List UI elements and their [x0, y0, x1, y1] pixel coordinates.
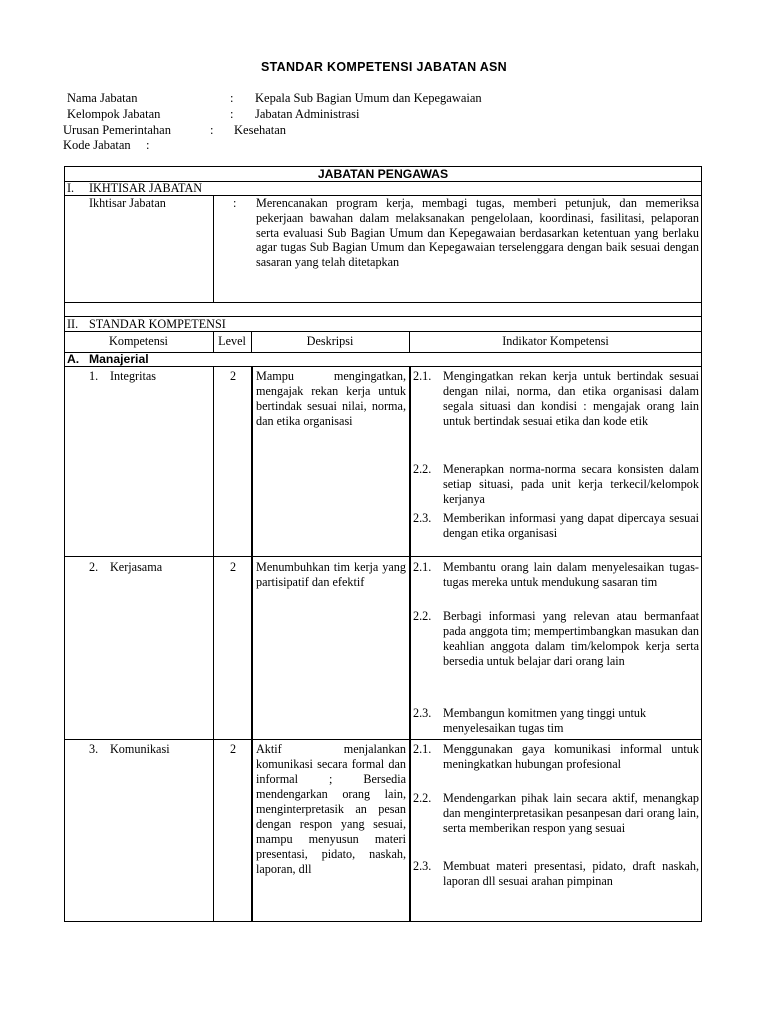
indicator-text: Menggunakan gaya komunikasi informal untuk meningkatkan hubungan profesional — [443, 742, 699, 771]
competency-description: Mampu mengingatkan, mengajak rekan kerja untuk bertindak sesuai nilai, norma, dan etika organisasi — [256, 369, 406, 428]
indicator-number: 2.1. — [413, 369, 432, 383]
table-rule — [409, 366, 411, 922]
summary-label: Ikhtisar Jabatan — [89, 196, 166, 210]
table-rule — [213, 366, 214, 922]
document-title: STANDAR KOMPETENSI JABATAN ASN — [260, 60, 508, 74]
field-value-urusan-pemerintahan: Kesehatan — [234, 123, 287, 137]
indicator-number: 2.2. — [413, 791, 432, 805]
indicator-number: 2.3. — [413, 706, 432, 720]
field-sep-urusan-pemerintahan: : — [210, 123, 214, 137]
indicator-text: Berbagi informasi yang relevan atau bermanfaat pada anggota tim; mempertimbangkan masukan dan keahlian anggota dalam tim/kelompok kerja serta bersedia untuk belajar dari orang lain — [443, 609, 699, 668]
section-1-number: I. — [67, 181, 75, 195]
section-2-number: II. — [67, 317, 79, 331]
field-sep-kode-jabatan: : — [146, 138, 150, 152]
field-sep-nama-jabatan: : — [230, 91, 234, 105]
competency-level: 2 — [230, 560, 237, 574]
competency-number: 2. — [89, 560, 99, 574]
field-label-nama-jabatan: Nama Jabatan — [67, 91, 138, 105]
competency-number: 3. — [89, 742, 99, 756]
indicator-text: Membuat materi presentasi, pidato, draft naskah, laporan dll sesuai arahan pimpinan — [443, 859, 699, 888]
competency-description: Aktif menjalankan komunikasi secara formal dan informal ; Bersedia mendengarkan orang lain, menginterpretasik an pesan dengan respon yang sesuai, mampu menyusun materi presentasi, pidato, naskah, laporan, dll — [256, 742, 406, 876]
field-value-nama-jabatan: Kepala Sub Bagian Umum dan Kepegawaian — [255, 91, 482, 105]
indicator-number: 2.1. — [413, 742, 432, 756]
section-2-title: STANDAR KOMPETENSI — [89, 317, 226, 331]
indicator-number: 2.3. — [413, 511, 432, 525]
indicator-text: Mengingatkan rekan kerja untuk bertindak sesuai dengan nilai, norma, dan etika organisasi dalam segala situasi dan kondisi : mengajak orang lain untuk bertindak sesuai etika dan kode etik — [443, 369, 699, 428]
table-rule — [251, 366, 253, 922]
group-a-number: A. — [67, 352, 80, 366]
indicator-number: 2.2. — [413, 462, 432, 476]
competency-name: Kerjasama — [110, 560, 163, 574]
section-1-title: IKHTISAR JABATAN — [89, 181, 203, 195]
field-label-kode-jabatan: Kode Jabatan — [63, 138, 131, 152]
table-title: JABATAN PENGAWAS — [317, 167, 449, 181]
competency-name: Komunikasi — [110, 742, 170, 756]
indicator-number: 2.3. — [413, 859, 432, 873]
competency-name: Integritas — [110, 369, 157, 383]
competency-description: Menumbuhkan tim kerja yang partisipatif dan efektif — [256, 560, 406, 589]
competency-level: 2 — [230, 369, 237, 383]
group-a-title: Manajerial — [89, 352, 149, 366]
indicator-text: Mendengarkan pihak lain secara aktif, menangkap dan menginterpretasikan pesanpesan dari orang lain, serta memberikan respon yang sesuai — [443, 791, 699, 835]
competency-number: 1. — [89, 369, 99, 383]
indicator-text: Membantu orang lain dalam menyelesaikan tugas-tugas mereka untuk mendukung sasaran tim — [443, 560, 699, 589]
indicator-number: 2.2. — [413, 609, 432, 623]
field-label-kelompok-jabatan: Kelompok Jabatan — [67, 107, 161, 121]
table-rule — [64, 352, 702, 353]
indicator-text: Membangun komitmen yang tinggi untuk menyelesaikan tugas tim — [443, 706, 647, 735]
table-rule — [64, 556, 702, 557]
summary-text: Merencanakan program kerja, membagi tugas, memberi petunjuk, dan memeriksa pekerjaan bawahan dalam melaksanakan pengelolaan, koordinasi, fasilitasi, pelaporan serta evaluasi Sub Bagian Umum dan Kepegawaian berdasarkan ketentuan yang berlaku agar tugas Sub Bagian Umum dan Kepegawaian terselenggara dengan baik sesuai dengan sasaran yang telah ditetapkan — [256, 196, 699, 270]
column-header-deskripsi: Deskripsi — [306, 334, 354, 348]
indicator-number: 2.1. — [413, 560, 432, 574]
field-sep-kelompok-jabatan: : — [230, 107, 234, 121]
indicator-text: Memberikan informasi yang dapat dipercaya sesuai dengan etika organisasi — [443, 511, 699, 540]
table-rule — [64, 739, 702, 740]
table-rule — [213, 195, 214, 302]
column-header-kompetensi: Kompetensi — [109, 334, 168, 348]
table-rule — [64, 366, 702, 367]
column-header-level: Level — [218, 334, 246, 348]
column-header-indikator: Indikator Kompetensi — [502, 334, 609, 348]
table-rule — [64, 302, 702, 303]
summary-separator: : — [233, 196, 237, 210]
field-label-urusan-pemerintahan: Urusan Pemerintahan — [63, 123, 171, 137]
field-value-kelompok-jabatan: Jabatan Administrasi — [255, 107, 360, 121]
competency-level: 2 — [230, 742, 237, 756]
indicator-text: Menerapkan norma-norma secara konsisten dalam setiap situasi, pada unit kerja terkecil/kelompok kerjanya — [443, 462, 699, 506]
